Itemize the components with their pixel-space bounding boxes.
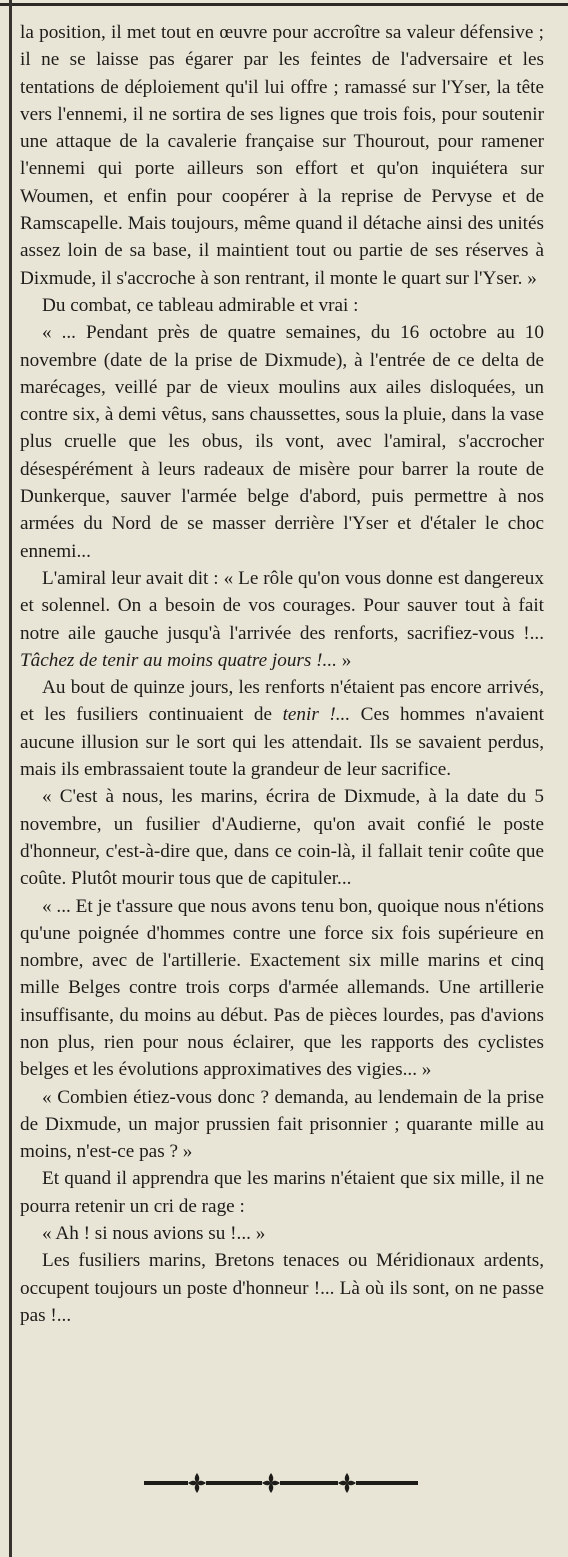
paragraph (20, 893, 544, 1084)
text-run: » (336, 649, 352, 671)
paragraph (20, 565, 544, 674)
paragraph (20, 1220, 544, 1247)
paragraph (20, 1165, 544, 1220)
text-run: Ces hommes n'avaient aucune illusion sur le sort qui les attendait. Ils se savaient perdus, mais ils embrassaient toute la grandeur de leur sacrifice. (20, 704, 544, 781)
text-run: « ... Pendant près de quatre semaines, du 16 octobre au 10 novembre (date de la prise de Dixmude), à l'entrée de ce delta de marécages, veillé par de vieux moulins aux ailes disloquées, un contre six, à demi vêtus, sans chaussettes, sous la pluie, dans la vase plus cruelle que les obus, ils vont, avec l'amiral, s'accrocher désespérément à leurs radeaux de misère pour barrer la route de Dunkerque, sauver l'armée belge d'abord, puis permettre à nos armées du Nord de se masser derrière l'Yser et d'étaler le choc ennemi... (20, 322, 544, 562)
paragraph (20, 19, 544, 292)
fleuron-rule-icon (144, 1471, 418, 1495)
text-run: « C'est à nous, les marins, écrira de Dixmude, à la date du 5 novembre, un fusilier d'Audierne, qu'on avait confié le poste d'honneur, c'est-à-dire que, dans ce coin-là, il fallait tenir coûte que coûte. Plutôt mourir tous que de capituler... (20, 786, 544, 890)
paragraph (20, 1084, 544, 1166)
paragraph (20, 292, 544, 319)
italic-text: Tâchez de tenir au moins quatre jours !... (20, 649, 337, 671)
top-border-rule (0, 3, 568, 6)
text-run: Les fusiliers marins, Bretons tenaces ou Méridionaux ardents, occupent toujours un poste d'honneur !... Là où ils sont, on ne passe pas !... (20, 1250, 544, 1326)
body-text (20, 19, 544, 1329)
text-run: Et quand il apprendra que les marins n'étaient que six mille, il ne pourra retenir un cri de rage : (20, 1168, 544, 1217)
paragraph (20, 319, 544, 565)
paragraph (20, 1247, 544, 1329)
text-run: « Combien étiez-vous donc ? demanda, au lendemain de la prise de Dixmude, un major prussien fait prisonnier ; quarante mille au moins, n'est-ce pas ? » (20, 1086, 544, 1163)
paragraph (20, 783, 544, 892)
paragraph (20, 674, 544, 783)
text-run: L'amiral leur avait dit : « Le rôle qu'on vous donne est dangereux et solennel. On a besoin de vos courages. Pour sauver tout à fait notre aile gauche jusqu'à l'arrivée des renforts, sacrifiez-vous !... (20, 567, 544, 644)
left-margin-rule (9, 0, 12, 1557)
text-run: Du combat, ce tableau admirable et vrai : (42, 294, 359, 316)
text-run: « ... Et je t'assure que nous avons tenu bon, quoique nous n'étions qu'une poignée d'hommes contre une force six fois supérieure en nombre, avec de l'artillerie. Exactement six mille marins et cinq mille Belges contre trois corps d'armée allemands. Une artillerie insuffisante, du moins au début. Pas de pièces lourdes, pas d'avions non plus, rien pour nous éclairer, que les rapports des cyclistes belges et les évolutions approximatives des vigies... » (20, 895, 544, 1081)
text-run: la position, il met tout en œuvre pour accroître sa valeur défensive ; il ne se laisse pas égarer par les feintes de l'adversaire et les tentations de déploiement qu'il lui offre ; ramassé sur l'Yser, la tête vers l'ennemi, il ne sortira de ses lignes que trois fois, pour soutenir une attaque de la cavalerie française sur Thourout, pour ramener l'ennemi qui porte ailleurs son effort et qu'on inquiétera sur Woumen, et enfin pour coopérer à la reprise de Pervyse et de Ramscapelle. Mais toujours, même quand il détache ainsi des unités assez loin de sa base, il maintient tout ou partie de ses réserves à Dixmude, il s'accroche à son rentrant, il monte le quart sur l'Yser. » (20, 22, 544, 289)
text-run: « Ah ! si nous avions su !... » (42, 1223, 266, 1245)
text-run: Au bout de quinze jours, les renforts n'étaient pas encore arrivés, et les fusiliers continuaient de (20, 677, 544, 726)
italic-text: tenir !... (282, 704, 351, 726)
